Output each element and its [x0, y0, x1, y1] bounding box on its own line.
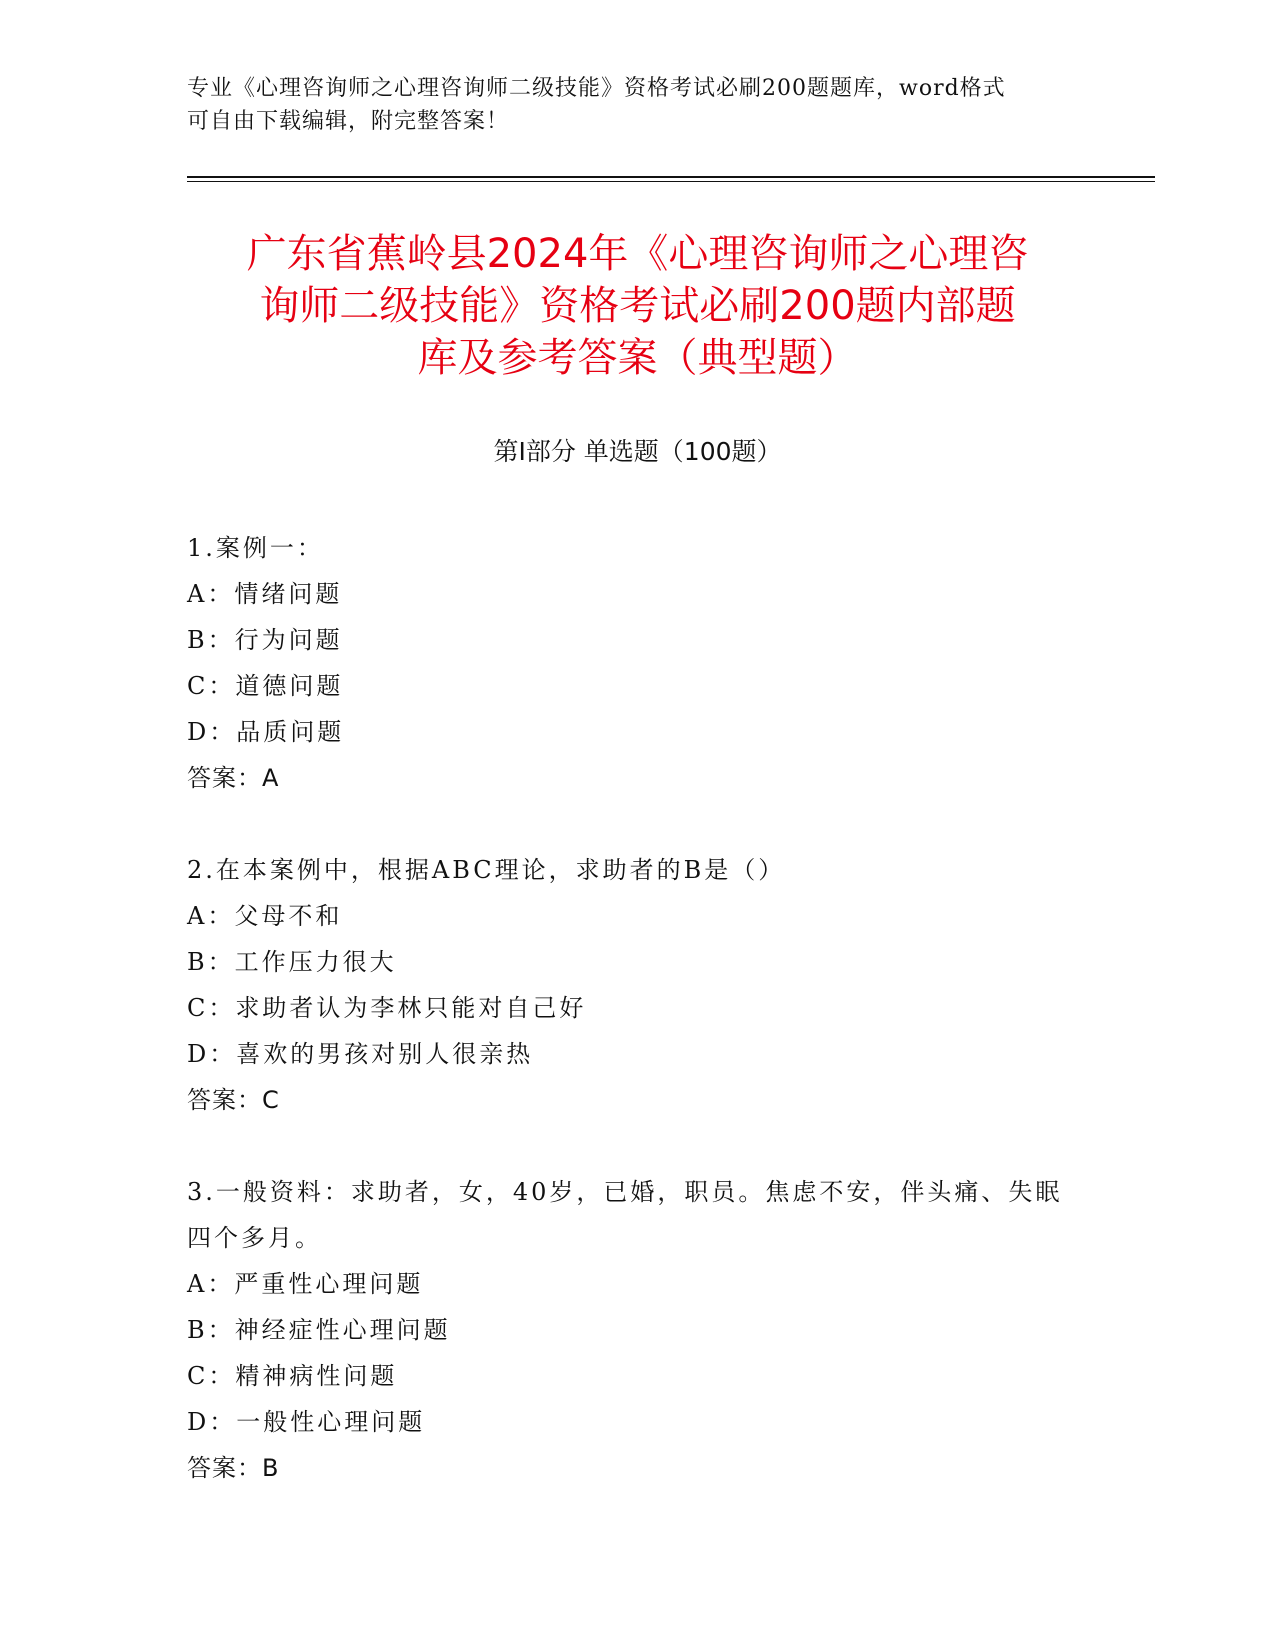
question-item [187, 525, 1067, 801]
question-item [187, 1169, 1067, 1491]
question-list [187, 525, 1067, 1537]
answer-text: 答案：A [187, 764, 280, 792]
option-c: C：道德问题 [187, 672, 344, 700]
option-d: D：品质问题 [187, 718, 345, 746]
option-b: B：工作压力很大 [187, 948, 397, 976]
document-title-line-1: 广东省蕉岭县2024年《心理咨询师之心理咨 [246, 231, 1029, 277]
option-d: D：喜欢的男孩对别人很亲热 [187, 1040, 534, 1068]
document-title-line-3: 库及参考答案（典型题） [417, 335, 858, 381]
document-title-line-2: 询师二级技能》资格考试必刷200题内部题 [259, 283, 1016, 329]
question-stem: 3.一般资料：求助者，女，40岁，已婚，职员。焦虑不安，伴头痛、失眠四个多月。 [187, 1178, 1063, 1252]
option-a: A：父母不和 [187, 902, 343, 930]
option-d: D：一般性心理问题 [187, 1408, 426, 1436]
answer-text: 答案：C [187, 1086, 280, 1114]
question-item [187, 847, 1067, 1123]
option-b: B：神经症性心理问题 [187, 1316, 451, 1344]
section-heading: 第Ⅰ部分 单选题（100题） [493, 437, 782, 466]
header-note-line-1: 专业《心理咨询师之心理咨询师二级技能》资格考试必刷200题题库，word格式 [187, 76, 1006, 101]
option-c: C：求助者认为李林只能对自己好 [187, 994, 587, 1022]
option-a: A：情绪问题 [187, 580, 343, 608]
question-stem: 1.案例一： [187, 534, 324, 562]
document-header-note [187, 72, 1087, 138]
header-divider-thick [187, 176, 1155, 178]
option-a: A：严重性心理问题 [187, 1270, 424, 1298]
document-title [160, 228, 1115, 384]
header-note-line-2: 可自由下载编辑，附完整答案！ [187, 109, 510, 134]
answer-text: 答案：B [187, 1454, 280, 1482]
question-stem: 2.在本案例中，根据ABC理论，求助者的B是（） [187, 856, 786, 884]
option-c: C：精神病性问题 [187, 1362, 398, 1390]
header-divider-thin [187, 181, 1155, 182]
option-b: B：行为问题 [187, 626, 343, 654]
